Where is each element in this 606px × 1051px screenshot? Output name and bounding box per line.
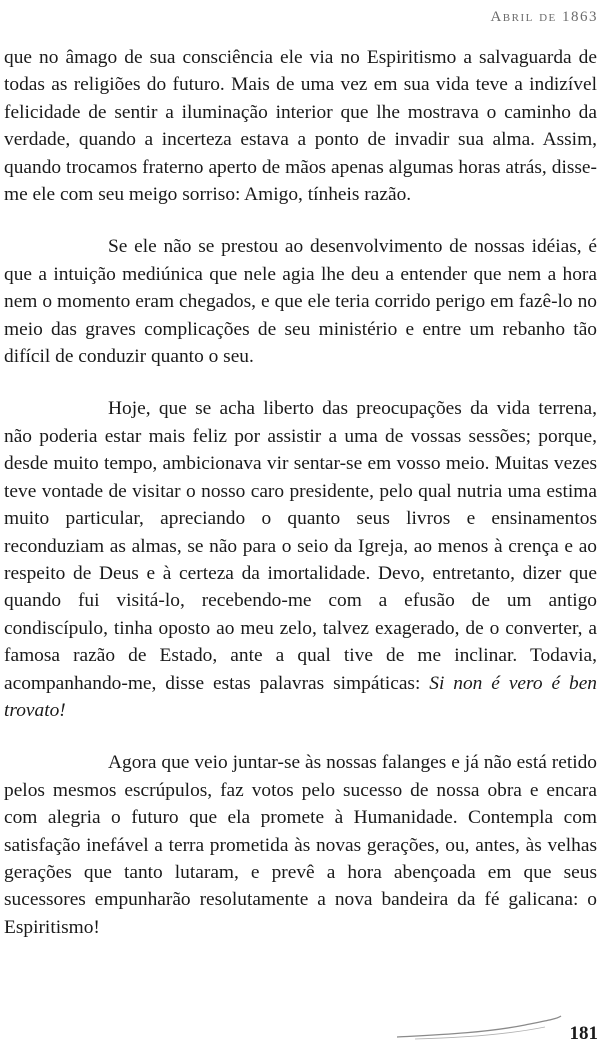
paragraph-4: Agora que veio juntar-se às nossas falanges e já não está retido pelos mesmos escrúpulos, faz votos pelo sucesso de nossa obra e encara com alegria o futuro que ela promete à Humanidade. Contempla com satisfação inefável a terra prometida às novas gerações, ou, antes, às velhas gerações que tanto lutaram, e prevê a hora abençoada em que seus sucessores empunharão resolutamente a nova bandeira da fé galicana: o Espiritismo!: [4, 752, 597, 938]
page-body: [4, 44, 597, 941]
page-number: 181: [569, 1023, 598, 1044]
paragraph-2: Se ele não se prestou ao desenvolvimento de nossas idéias, é que a intuição mediúnica que nele agia lhe deu a entender que nem a hora nem o momento eram chegados, e que ele teria corrido perigo em fazê-lo no meio das graves complicações de seu ministério e entre um rebanho tão difícil de conduzir quanto o seu.: [4, 236, 597, 368]
paragraph-1: que no âmago de sua consciência ele via no Espiritismo a salvaguarda de todas as religiões do futuro. Mais de uma vez em sua vida teve a indizível felicidade de sentir a iluminação interior que lhe mostrava o caminho da verdade, quando a incerteza estava a ponto de invadir sua alma. Assim, quando trocamos fraterno aperto de mãos apenas algumas horas atrás, disse-me ele com seu meigo sorriso: Amigo, tínheis razão.: [4, 47, 597, 206]
paragraph-3: [4, 395, 597, 724]
running-header: Abril de 1863: [490, 9, 598, 25]
swash-rule-icon: [395, 1013, 565, 1043]
paragraph-3-text: Hoje, que se acha liberto das preocupações da vida terrena, não poderia estar mais feliz por assistir a uma de vossas sessões; porque, desde muito tempo, ambicionava vir sentar-se em vosso meio. Muitas vezes teve vontade de visitar o nosso caro presidente, pelo qual nutria uma estima muito particular, apreciando o quanto seus livros e ensinamentos reconduziam as almas, se não para o seio da Igreja, ao menos à crença e ao respeito de Deus e à certeza da imortalidade. Devo, entretanto, dizer que quando fui visitá-lo, recebendo-me com a efusão de um antigo condiscípulo, tinha oposto ao meu zelo, talvez exagerado, de o converter, a famosa razão de Estado, ante a qual tive de me inclinar. Todavia, acompanhando-me, disse estas palavras simpáticas:: [4, 398, 597, 694]
italian-quote: Si non é vero é ben trovato!: [4, 672, 597, 721]
